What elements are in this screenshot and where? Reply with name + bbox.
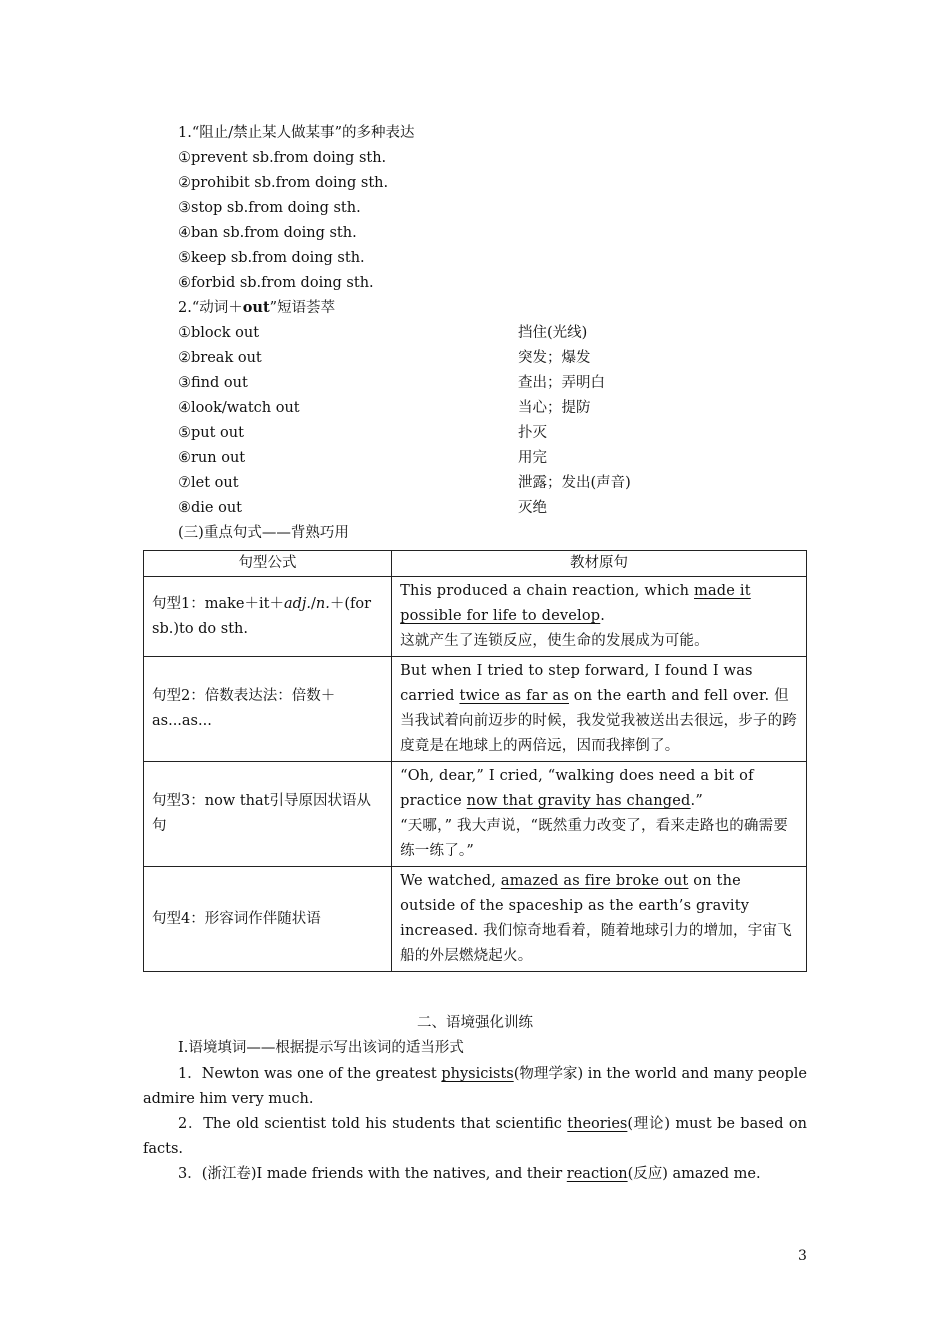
phrase-en: ②break out — [178, 350, 262, 366]
source-sentence-cell: We watched, amazed as fire broke out on the outside of the spaceship as the earth’s gravity increased. 我们惊奇地看着，随着地球引力的增加，宇宙飞船的外层燃烧起火。 — [392, 867, 807, 972]
phrase-zh: 灭绝 — [518, 500, 547, 516]
section2-heading: 2.“动词＋out”短语荟萃 — [178, 299, 336, 316]
expression-item: ①prevent sb.from doing sth. — [178, 150, 387, 166]
translation: 但当我试着向前迈步的时候，我发觉我被送出去很远，步子的跨度竟是在地球上的两倍远，因而我摔倒了。 — [400, 688, 798, 754]
pattern-cell: 句型3：now that引导原因状语从句 — [144, 762, 392, 867]
pattern-cell: 句型1：make＋it＋adj./n.＋(for sb.)to do sth. — [144, 577, 392, 657]
table-row — [144, 867, 807, 972]
expression-item: ②prohibit sb.from doing sth. — [178, 175, 389, 191]
source-sentence-cell: “Oh, dear,” I cried, “walking does need a bit of practice now that gravity has changed.” “天哪，” 我大声说，“既然重力改变了，看来走路也的确需要练一练了。” — [392, 762, 807, 867]
phrase-en: ③find out — [178, 375, 248, 391]
part2-title: 二、语境强化训练 — [417, 1015, 533, 1031]
phrase-zh: 用完 — [518, 450, 547, 466]
phrase-en: ⑧die out — [178, 500, 243, 516]
key-structure: amazed as fire broke out — [500, 873, 689, 889]
source-sentence-cell: But when I tried to step forward, I found I was carried twice as far as on the earth and fell over. 但当我试着向前迈步的时候，我发觉我被送出去很远，步子的跨度竟是在地球上的两倍远，因而我摔倒了。 — [392, 657, 807, 762]
exercise-instruction: Ⅰ.语境填词——根据提示写出该词的适当形式 — [178, 1040, 464, 1056]
section3-heading: (三)重点句式——背熟巧用 — [178, 525, 349, 541]
expression-item: ③stop sb.from doing sth. — [178, 200, 361, 216]
phrase-en: ④look/watch out — [178, 400, 300, 416]
translation: 我们惊奇地看着，随着地球引力的增加，宇宙飞船的外层燃烧起火。 — [400, 923, 792, 964]
answer: theories — [567, 1116, 628, 1132]
phrase-zh: 扑灭 — [518, 425, 547, 441]
pattern-cell: 句型4：形容词作伴随状语 — [144, 867, 392, 972]
column-header-pattern: 句型公式 — [144, 551, 392, 577]
answer: physicists — [441, 1066, 514, 1082]
table-row — [144, 577, 807, 657]
translation: 这就产生了连锁反应，使生命的发展成为可能。 — [400, 633, 709, 649]
exercise-question: 2．The old scientist told his students that scientific theories(理论) must be based on facts. — [143, 1116, 807, 1157]
column-header-source: 教材原句 — [392, 551, 807, 577]
phrase-zh: 当心；提防 — [518, 400, 591, 416]
page-number: 3 — [798, 1248, 807, 1264]
expression-item: ⑥forbid sb.from doing sth. — [178, 275, 374, 291]
answer: reaction — [566, 1166, 628, 1182]
phrase-zh: 查出；弄明白 — [518, 375, 605, 391]
phrase-en: ⑤put out — [178, 425, 244, 441]
key-structure: twice as far as — [459, 688, 569, 704]
expression-item: ⑤keep sb.from doing sth. — [178, 250, 365, 266]
phrase-en: ①block out — [178, 325, 260, 341]
sentence-pattern-table — [143, 550, 807, 972]
pattern-cell: 句型2：倍数表达法：倍数＋as...as... — [144, 657, 392, 762]
table-row — [144, 657, 807, 762]
phrase-zh: 挡住(光线) — [518, 325, 588, 341]
source-sentence-cell: This produced a chain reaction, which made it possible for life to develop. 这就产生了连锁反应，使生命的发展成为可能。 — [392, 577, 807, 657]
table-row — [144, 762, 807, 867]
translation: “天哪，” 我大声说，“既然重力改变了，看来走路也的确需要练一练了。” — [400, 818, 789, 859]
key-structure: made it possible for life to develop — [400, 583, 751, 624]
phrase-en: ⑥run out — [178, 450, 246, 466]
table-header-row — [144, 551, 807, 577]
phrase-zh: 泄露；发出(声音) — [518, 475, 631, 491]
phrase-zh: 突发；爆发 — [518, 350, 591, 366]
section1-heading: 1.“阻止/禁止某人做某事”的多种表达 — [178, 125, 415, 141]
expression-item: ④ban sb.from doing sth. — [178, 225, 357, 241]
key-structure: now that gravity has changed — [466, 793, 691, 809]
exercise-question: 1．Newton was one of the greatest physicists(物理学家) in the world and many people admire him very much. — [143, 1066, 808, 1107]
phrase-en: ⑦let out — [178, 475, 239, 491]
exercise-question: 3．(浙江卷)I made friends with the natives, and their reaction(反应) amazed me. — [178, 1166, 761, 1182]
